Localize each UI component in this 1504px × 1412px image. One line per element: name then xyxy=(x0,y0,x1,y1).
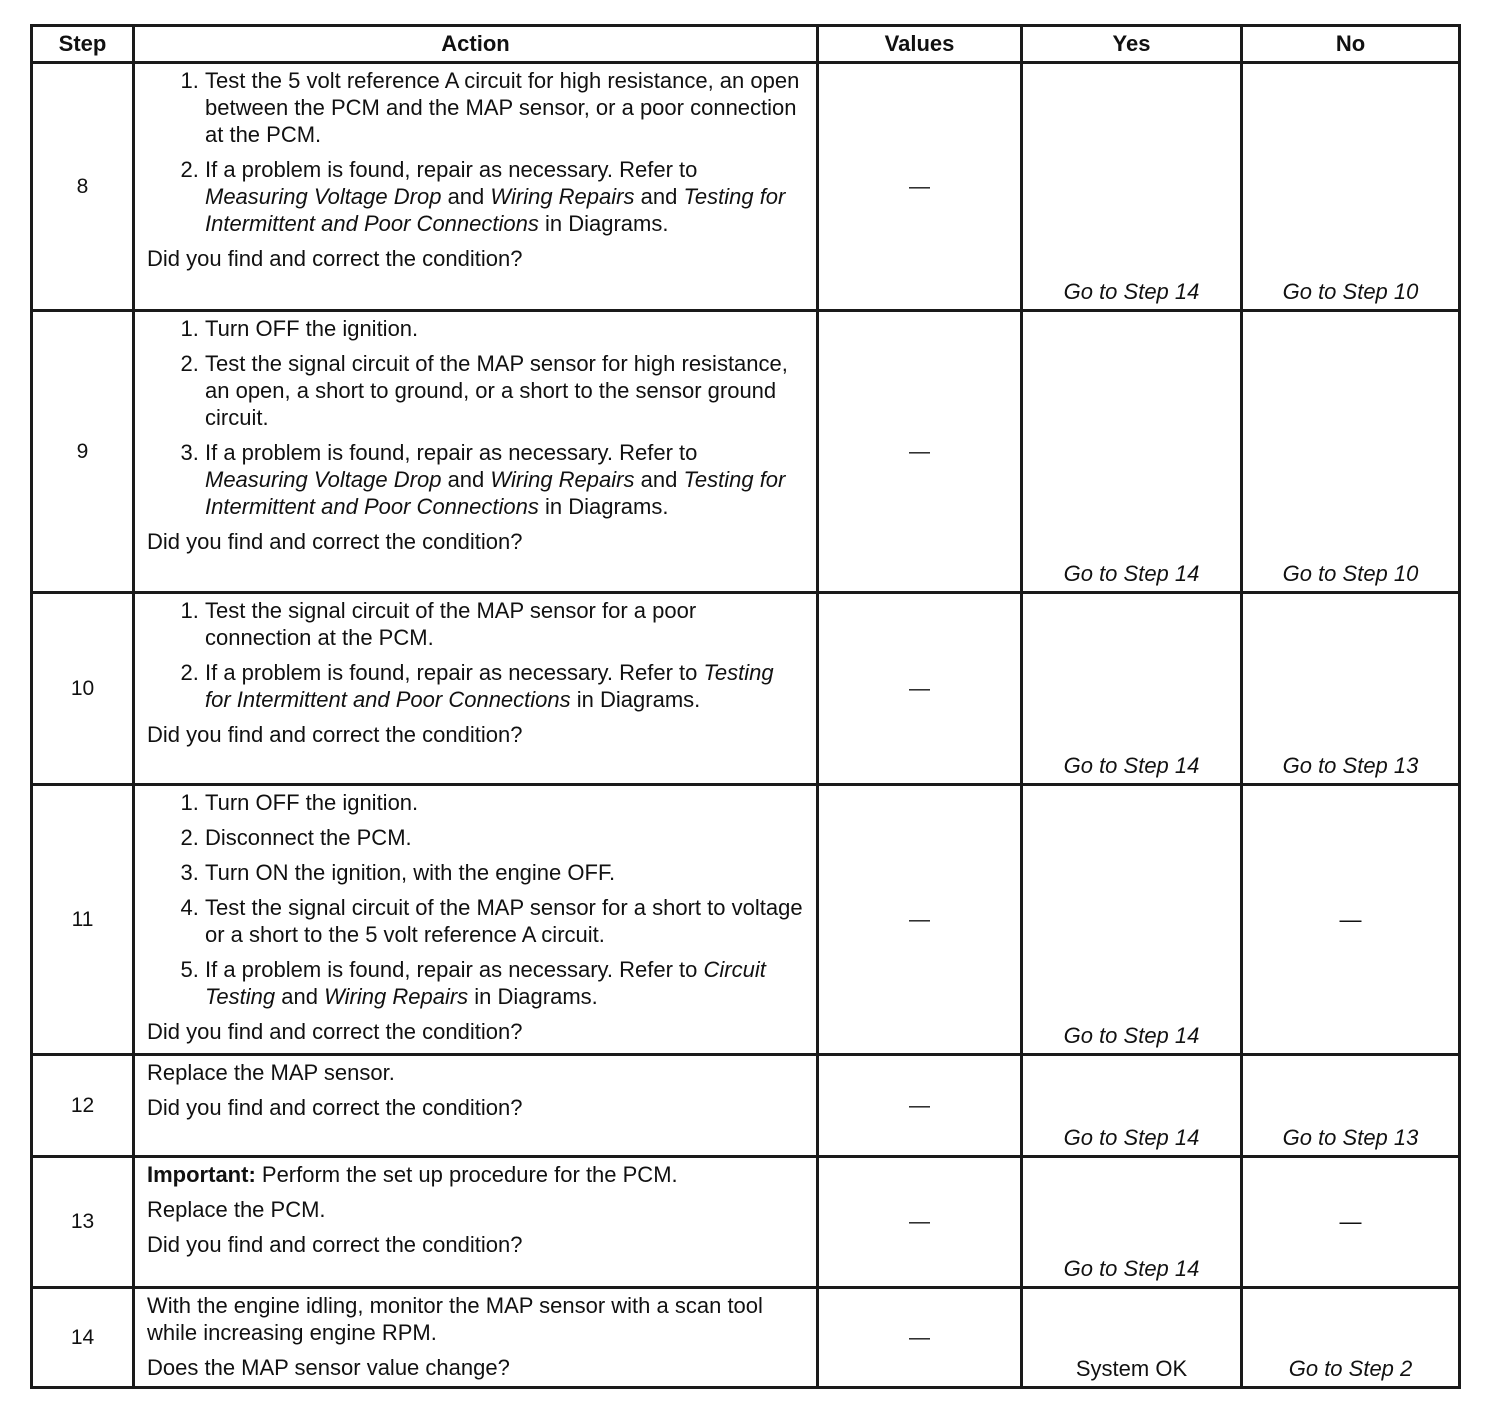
question-text: Did you find and correct the condition? xyxy=(147,246,523,271)
action-item: 2. Test the signal circuit of the MAP sensor for high resistance, an open, a short to ground, or a short to the sensor ground circuit. xyxy=(205,350,804,431)
important-note: Important: Perform the set up procedure for the PCM. xyxy=(147,1162,678,1187)
action-item: 2. If a problem is found, repair as necessary. Refer to Testing for Intermittent and Poor Connections in Diagrams. xyxy=(205,659,804,713)
action-text: Replace the MAP sensor. xyxy=(147,1060,395,1085)
step-number: 13 xyxy=(32,1157,134,1288)
action-item: 3. Turn ON the ignition, with the engine OFF. xyxy=(205,859,804,886)
action-cell xyxy=(134,1157,818,1288)
values-cell: — xyxy=(818,1288,1022,1388)
question-text: Did you find and correct the condition? xyxy=(147,1019,523,1044)
yes-cell: Go to Step 14 xyxy=(1022,311,1242,593)
action-item: 2. Disconnect the PCM. xyxy=(205,824,804,851)
step-number: 8 xyxy=(32,63,134,311)
action-item: 2. If a problem is found, repair as necessary. Refer to Measuring Voltage Drop and Wiring Repairs and Testing for Intermittent and Poor Connections in Diagrams. xyxy=(205,156,804,237)
values-cell: — xyxy=(818,1157,1022,1288)
action-cell xyxy=(134,63,818,311)
step-number: 14 xyxy=(32,1288,134,1388)
action-list xyxy=(147,67,804,237)
action-item: 1. Turn OFF the ignition. xyxy=(205,315,804,342)
no-cell: Go to Step 2 xyxy=(1242,1288,1460,1388)
yes-cell: Go to Step 14 xyxy=(1022,1055,1242,1157)
values-cell: — xyxy=(818,311,1022,593)
values-cell: — xyxy=(818,63,1022,311)
table-row xyxy=(32,1288,1460,1388)
important-label: Important: xyxy=(147,1162,256,1187)
action-item: 1. Turn OFF the ignition. xyxy=(205,789,804,816)
question-text: Did you find and correct the condition? xyxy=(147,1095,523,1120)
no-cell: — xyxy=(1242,785,1460,1055)
no-cell: Go to Step 10 xyxy=(1242,63,1460,311)
header-action: Action xyxy=(134,26,818,63)
header-step: Step xyxy=(32,26,134,63)
values-cell: — xyxy=(818,1055,1022,1157)
yes-cell: Go to Step 14 xyxy=(1022,1157,1242,1288)
values-cell: — xyxy=(818,785,1022,1055)
action-cell xyxy=(134,785,818,1055)
no-cell: Go to Step 13 xyxy=(1242,1055,1460,1157)
table-row xyxy=(32,785,1460,1055)
action-cell xyxy=(134,593,818,785)
action-item: 5. If a problem is found, repair as necessary. Refer to Circuit Testing and Wiring Repairs in Diagrams. xyxy=(205,956,804,1010)
header-values: Values xyxy=(818,26,1022,63)
step-number: 9 xyxy=(32,311,134,593)
table-row xyxy=(32,1157,1460,1288)
action-cell xyxy=(134,1288,818,1388)
action-item: 1. Test the signal circuit of the MAP sensor for a poor connection at the PCM. xyxy=(205,597,804,651)
diagnostic-table xyxy=(30,24,1461,1389)
action-item: 1. Test the 5 volt reference A circuit for high resistance, an open between the PCM and the MAP sensor, or a poor connection at the PCM. xyxy=(205,67,804,148)
action-item: 4. Test the signal circuit of the MAP sensor for a short to voltage or a short to the 5 volt reference A circuit. xyxy=(205,894,804,948)
table-row xyxy=(32,1055,1460,1157)
yes-cell: Go to Step 14 xyxy=(1022,593,1242,785)
no-cell: Go to Step 10 xyxy=(1242,311,1460,593)
header-no: No xyxy=(1242,26,1460,63)
question-text: Does the MAP sensor value change? xyxy=(147,1355,510,1380)
action-list xyxy=(147,597,804,713)
yes-cell: Go to Step 14 xyxy=(1022,63,1242,311)
header-yes: Yes xyxy=(1022,26,1242,63)
table-row xyxy=(32,593,1460,785)
yes-cell: System OK xyxy=(1022,1288,1242,1388)
table-row xyxy=(32,311,1460,593)
action-item: 3. If a problem is found, repair as necessary. Refer to Measuring Voltage Drop and Wiring Repairs and Testing for Intermittent and Poor Connections in Diagrams. xyxy=(205,439,804,520)
step-number: 12 xyxy=(32,1055,134,1157)
step-number: 10 xyxy=(32,593,134,785)
header-row xyxy=(32,26,1460,63)
question-text: Did you find and correct the condition? xyxy=(147,529,523,554)
step-number: 11 xyxy=(32,785,134,1055)
action-cell xyxy=(134,311,818,593)
no-cell: Go to Step 13 xyxy=(1242,593,1460,785)
no-cell: — xyxy=(1242,1157,1460,1288)
action-text: Replace the PCM. xyxy=(147,1197,326,1222)
table-row xyxy=(32,63,1460,311)
action-list xyxy=(147,789,804,1010)
yes-cell: Go to Step 14 xyxy=(1022,785,1242,1055)
action-cell xyxy=(134,1055,818,1157)
question-text: Did you find and correct the condition? xyxy=(147,722,523,747)
action-list xyxy=(147,315,804,520)
question-text: Did you find and correct the condition? xyxy=(147,1232,523,1257)
values-cell: — xyxy=(818,593,1022,785)
action-text: With the engine idling, monitor the MAP sensor with a scan tool while increasing engine RPM. xyxy=(147,1293,763,1345)
